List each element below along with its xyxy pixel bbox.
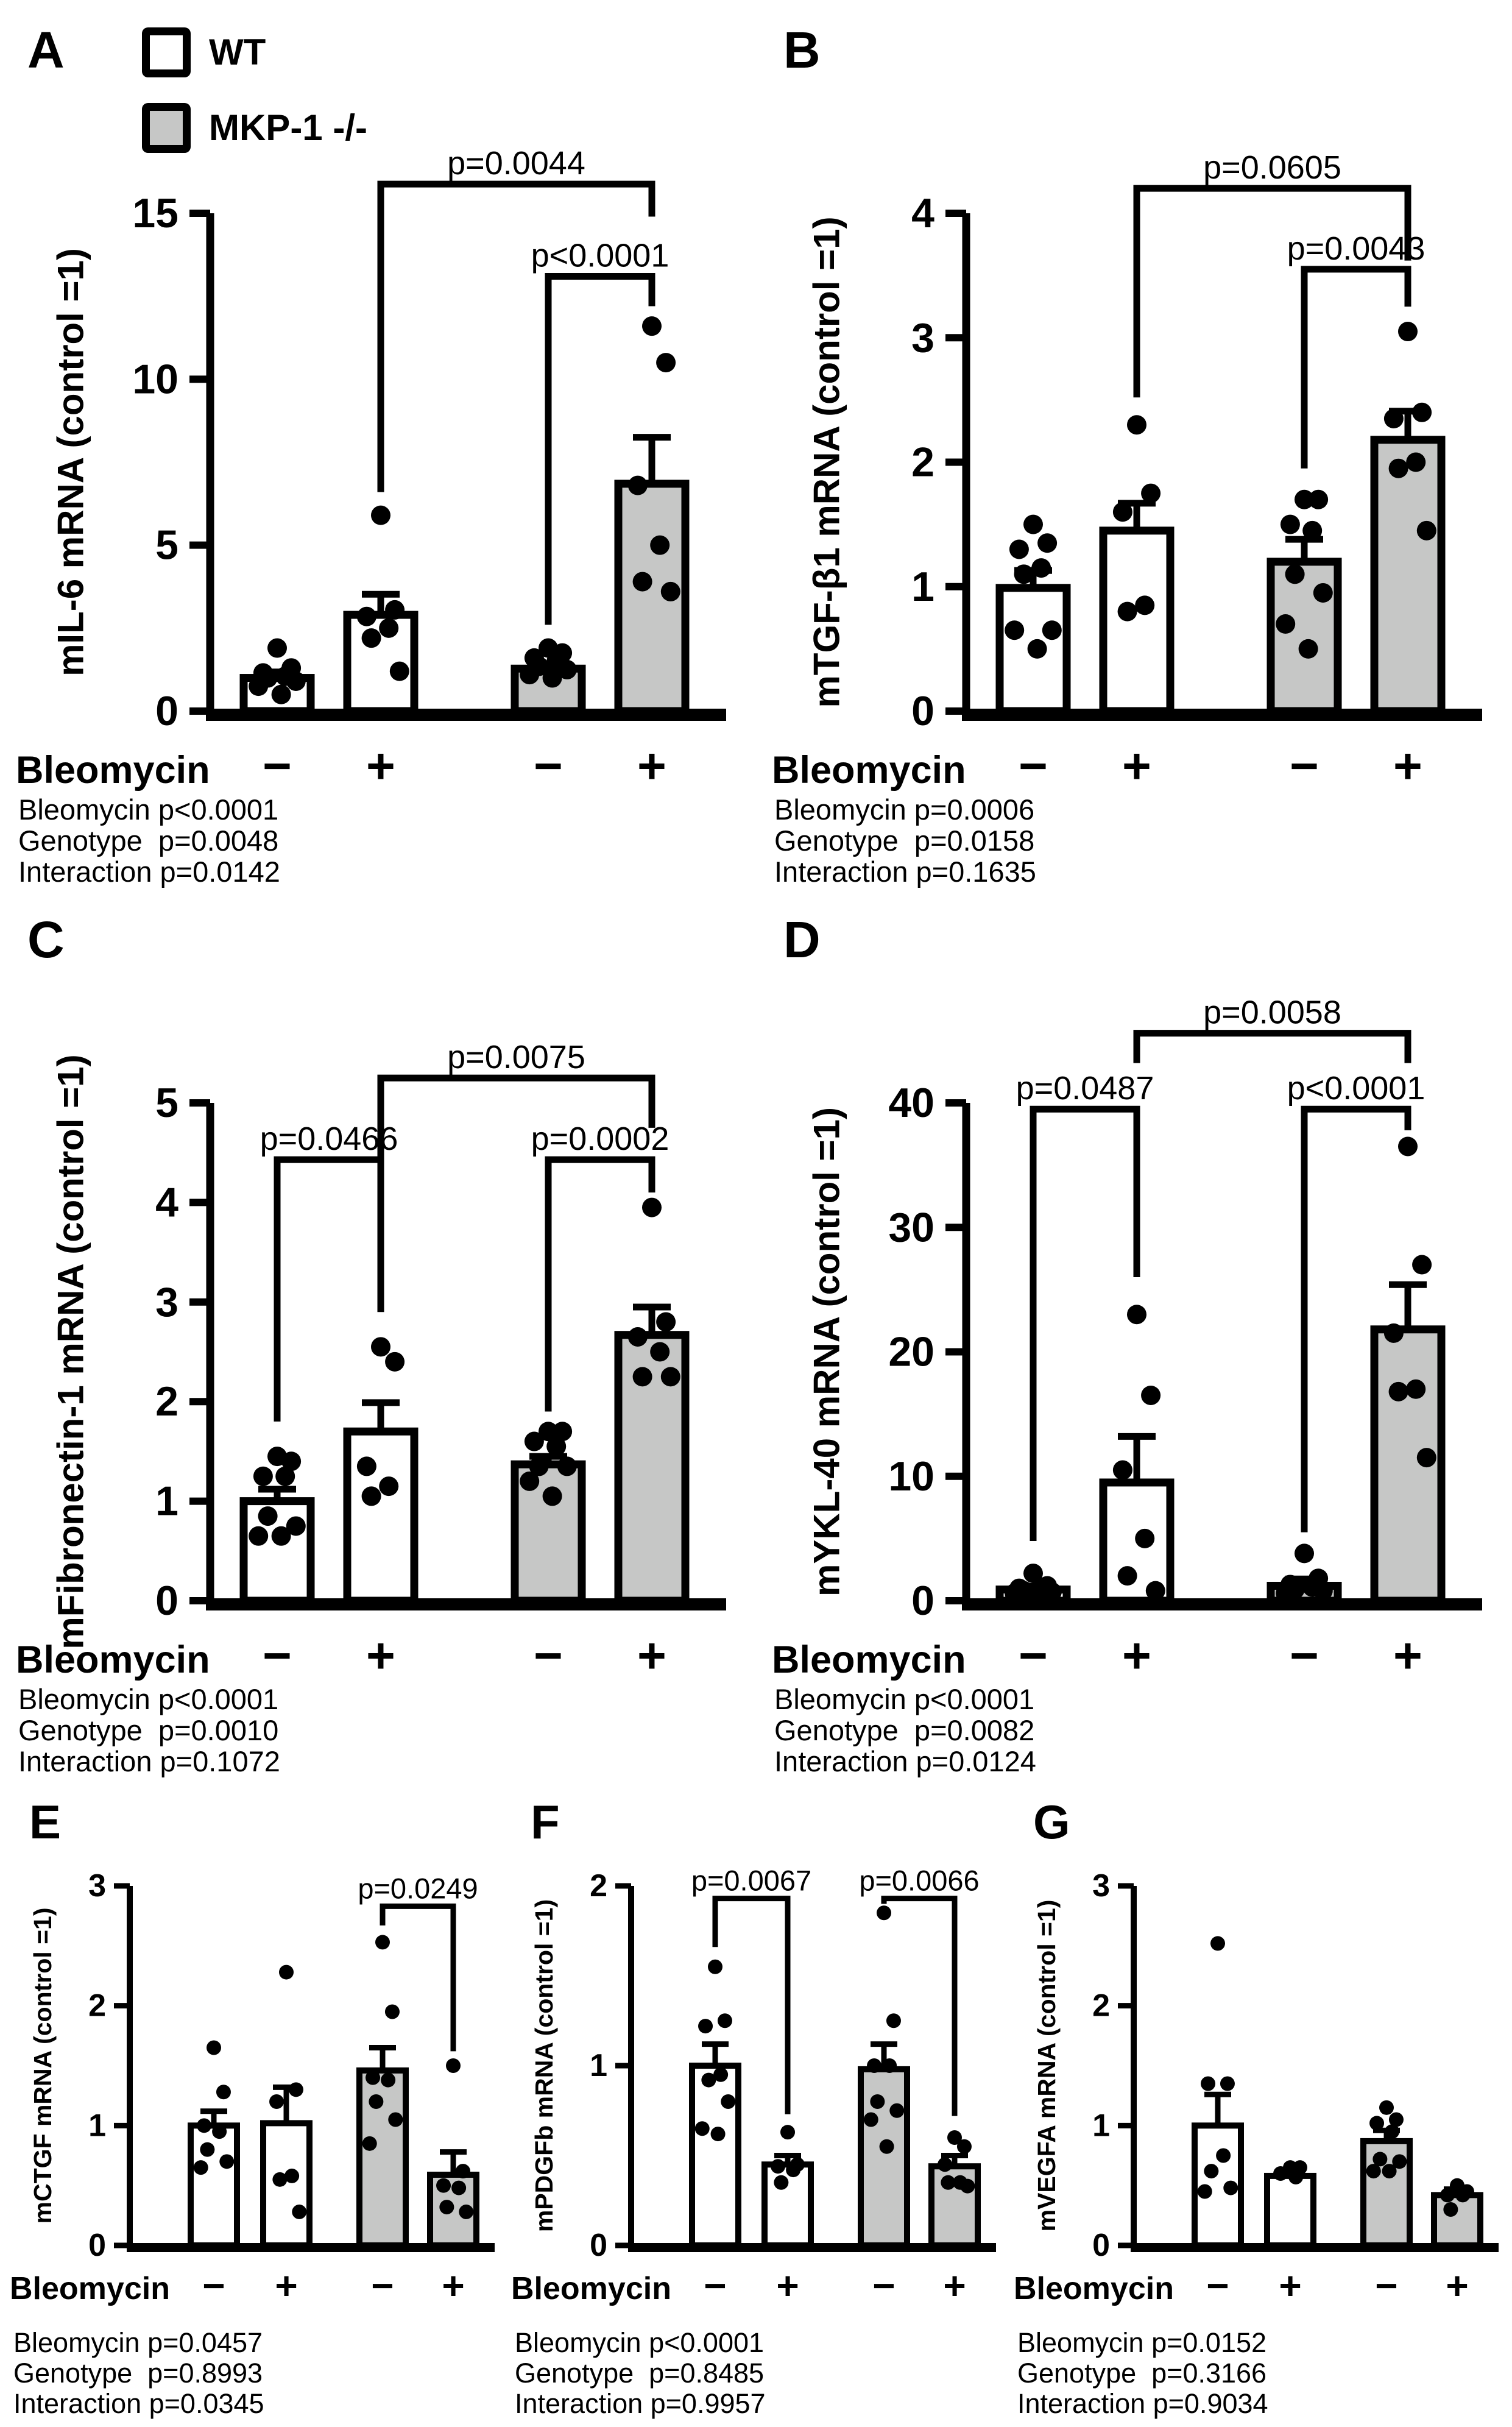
svg-text:mPDGFb mRNA (control =1): mPDGFb mRNA (control =1) (530, 1899, 558, 2233)
panel-C-anova-stats (18, 1684, 280, 1777)
svg-text:p=0.0487: p=0.0487 (1016, 1070, 1154, 1107)
svg-text:+: + (776, 2264, 799, 2308)
svg-text:p=0.0605: p=0.0605 (1203, 149, 1341, 186)
svg-text:1: 1 (1092, 2108, 1110, 2144)
svg-text:+: + (1122, 739, 1151, 794)
svg-text:Bleomycin: Bleomycin (10, 2271, 170, 2306)
stats-interaction: Interaction p=0.9034 (1017, 2388, 1268, 2419)
svg-text:+: + (637, 739, 666, 794)
svg-text:p=0.0249: p=0.0249 (358, 1872, 478, 1905)
svg-text:p=0.0067: p=0.0067 (691, 1864, 812, 1897)
svg-text:0: 0 (911, 688, 934, 734)
panel-F (501, 1776, 1005, 2427)
svg-text:2: 2 (911, 439, 934, 486)
stats-interaction: Interaction p=0.1635 (774, 856, 1036, 888)
svg-text:+: + (1393, 1628, 1422, 1684)
svg-text:p=0.0043: p=0.0043 (1287, 230, 1425, 267)
panel-A-chart (0, 0, 756, 801)
panel-A (0, 0, 756, 890)
svg-text:p=0.0075: p=0.0075 (447, 1039, 585, 1076)
svg-text:+: + (1393, 739, 1422, 794)
svg-text:0: 0 (1092, 2228, 1110, 2263)
svg-text:10: 10 (132, 356, 178, 403)
svg-text:mCTGF mRNA (control =1): mCTGF mRNA (control =1) (29, 1907, 57, 2224)
stats-interaction: Interaction p=0.9957 (515, 2388, 766, 2419)
svg-text:+: + (366, 1628, 395, 1684)
svg-text:p=0.0058: p=0.0058 (1203, 994, 1341, 1031)
svg-text:2: 2 (88, 1988, 106, 2024)
panel-E-anova-stats (13, 2328, 264, 2419)
panel-C (0, 890, 756, 1779)
stats-bleomycin: Bleomycin p<0.0001 (515, 2327, 765, 2358)
stats-bleomycin: Bleomycin p=0.0006 (774, 793, 1035, 826)
svg-text:Bleomycin: Bleomycin (16, 749, 210, 792)
svg-text:20: 20 (888, 1328, 934, 1375)
stats-genotype: Genotype p=0.8993 (13, 2358, 263, 2389)
stats-interaction: Interaction p=0.0142 (18, 856, 280, 888)
svg-text:+: + (366, 739, 395, 794)
svg-text:−: − (1206, 2264, 1229, 2308)
svg-text:1: 1 (155, 1478, 178, 1525)
stats-genotype: Genotype p=0.8485 (515, 2358, 765, 2389)
svg-text:2: 2 (1092, 1988, 1110, 2024)
svg-text:3: 3 (155, 1278, 178, 1325)
svg-text:0: 0 (911, 1578, 934, 1624)
svg-text:Bleomycin: Bleomycin (16, 1639, 210, 1681)
stats-bleomycin: Bleomycin p<0.0001 (18, 793, 279, 826)
panel-C-chart (0, 890, 756, 1691)
svg-text:−: − (263, 1628, 292, 1684)
svg-text:0: 0 (590, 2228, 607, 2263)
stats-genotype: Genotype p=0.3166 (1017, 2358, 1267, 2389)
svg-text:+: + (275, 2264, 298, 2308)
svg-text:Bleomycin: Bleomycin (772, 1639, 966, 1681)
svg-text:2: 2 (155, 1378, 178, 1425)
svg-text:mTGF-β1 mRNA (control =1): mTGF-β1 mRNA (control =1) (806, 216, 847, 708)
svg-text:4: 4 (155, 1179, 178, 1226)
svg-text:−: − (371, 2264, 394, 2308)
panel-C-letter: C (27, 911, 65, 968)
panel-D (756, 890, 1512, 1779)
panel-E-letter: E (29, 1795, 62, 1849)
panel-B-chart (756, 0, 1512, 801)
svg-text:p=0.0466: p=0.0466 (260, 1121, 398, 1158)
panel-D-chart (756, 890, 1512, 1691)
svg-text:Bleomycin: Bleomycin (511, 2271, 671, 2306)
svg-text:Bleomycin: Bleomycin (1014, 2271, 1174, 2306)
stats-interaction: Interaction p=0.0345 (13, 2388, 264, 2419)
panel-E (0, 1776, 504, 2427)
panel-D-anova-stats (774, 1684, 1036, 1777)
svg-text:Bleomycin: Bleomycin (772, 749, 966, 792)
stats-bleomycin: Bleomycin p=0.0457 (13, 2327, 263, 2358)
svg-text:p=0.0002: p=0.0002 (531, 1121, 669, 1158)
svg-text:1: 1 (911, 563, 934, 610)
svg-text:+: + (943, 2264, 966, 2308)
svg-text:−: − (872, 2264, 896, 2308)
panel-F-chart (501, 1776, 1005, 2312)
legend-label-wt: WT (209, 32, 266, 73)
svg-text:−: − (263, 739, 292, 794)
svg-text:−: − (534, 1628, 563, 1684)
stats-interaction: Interaction p=0.1072 (18, 1745, 280, 1777)
stats-interaction: Interaction p=0.0124 (774, 1745, 1036, 1777)
svg-text:p=0.0044: p=0.0044 (447, 145, 585, 182)
svg-text:+: + (1446, 2264, 1469, 2308)
panel-B-letter: B (783, 21, 821, 79)
svg-text:−: − (1290, 739, 1319, 794)
svg-text:+: + (1122, 1628, 1151, 1684)
stats-genotype: Genotype p=0.0010 (18, 1714, 279, 1746)
svg-text:+: + (1279, 2264, 1302, 2308)
svg-text:15: 15 (132, 190, 178, 236)
svg-text:0: 0 (88, 2228, 106, 2263)
panel-B-anova-stats (774, 794, 1036, 887)
legend-label-mkp1: MKP-1 -/- (209, 107, 367, 148)
svg-text:5: 5 (155, 1080, 178, 1126)
svg-text:p=0.0066: p=0.0066 (859, 1864, 980, 1897)
stats-bleomycin: Bleomycin p<0.0001 (18, 1683, 279, 1715)
stats-bleomycin: Bleomycin p=0.0152 (1017, 2327, 1267, 2358)
svg-text:−: − (534, 739, 563, 794)
svg-text:3: 3 (88, 1868, 106, 1904)
panel-G-anova-stats (1017, 2328, 1268, 2419)
panel-G-chart (1004, 1776, 1508, 2312)
stats-genotype: Genotype p=0.0048 (18, 824, 279, 857)
svg-text:mIL-6 mRNA (control =1): mIL-6 mRNA (control =1) (50, 248, 91, 676)
svg-text:p<0.0001: p<0.0001 (531, 237, 669, 274)
svg-text:1: 1 (590, 2048, 607, 2083)
svg-text:0: 0 (155, 688, 178, 734)
svg-text:−: − (1375, 2264, 1398, 2308)
svg-text:−: − (1290, 1628, 1319, 1684)
stats-bleomycin: Bleomycin p<0.0001 (774, 1683, 1035, 1715)
svg-text:30: 30 (888, 1204, 934, 1251)
svg-text:4: 4 (911, 190, 934, 236)
panel-B (756, 0, 1512, 890)
svg-text:5: 5 (155, 522, 178, 569)
svg-text:+: + (442, 2264, 465, 2308)
stats-genotype: Genotype p=0.0158 (774, 824, 1035, 857)
svg-text:2: 2 (590, 1868, 607, 1904)
svg-text:−: − (202, 2264, 225, 2308)
panel-A-anova-stats (18, 794, 280, 887)
panel-E-chart (0, 1776, 504, 2312)
svg-text:+: + (637, 1628, 666, 1684)
svg-text:−: − (704, 2264, 727, 2308)
svg-text:1: 1 (88, 2108, 106, 2144)
svg-text:mFibronectin-1 mRNA (control =: mFibronectin-1 mRNA (control =1) (50, 1054, 91, 1649)
svg-text:−: − (1019, 739, 1048, 794)
svg-text:p<0.0001: p<0.0001 (1287, 1070, 1425, 1107)
panel-G (1004, 1776, 1508, 2427)
svg-text:10: 10 (888, 1453, 934, 1500)
svg-text:3: 3 (911, 314, 934, 361)
svg-text:mYKL-40 mRNA (control =1): mYKL-40 mRNA (control =1) (806, 1107, 847, 1596)
stats-genotype: Genotype p=0.0082 (774, 1714, 1035, 1746)
svg-text:0: 0 (155, 1578, 178, 1624)
panel-A-letter: A (27, 21, 65, 79)
svg-text:40: 40 (888, 1080, 934, 1126)
panel-F-letter: F (531, 1795, 560, 1849)
panel-F-anova-stats (515, 2328, 766, 2419)
svg-text:−: − (1019, 1628, 1048, 1684)
svg-text:mVEGFA mRNA (control =1): mVEGFA mRNA (control =1) (1033, 1899, 1061, 2232)
svg-text:3: 3 (1092, 1868, 1110, 1904)
panel-G-letter: G (1033, 1795, 1070, 1849)
panel-D-letter: D (783, 911, 821, 968)
